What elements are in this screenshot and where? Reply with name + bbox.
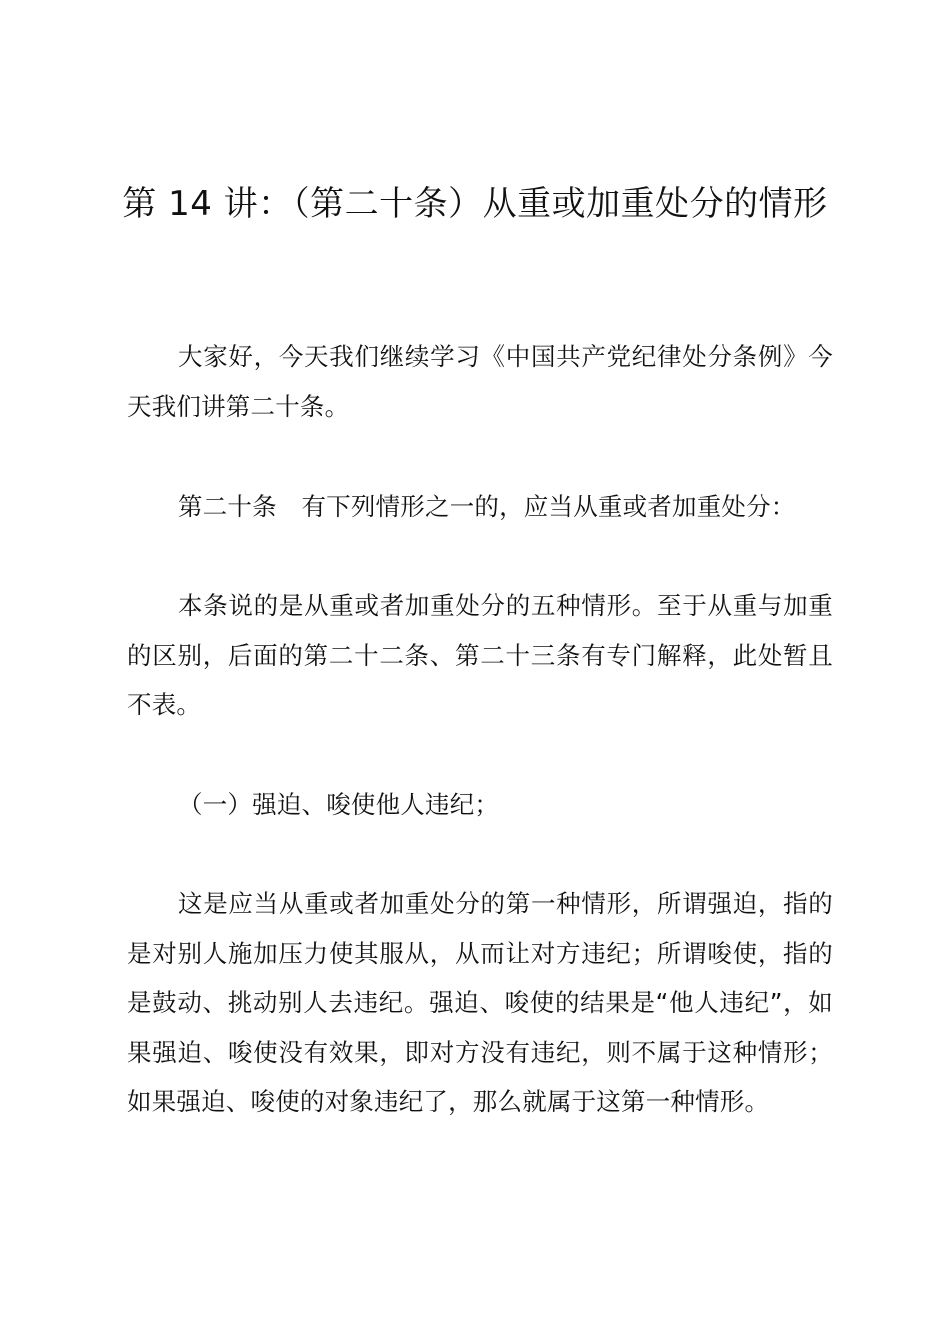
paragraph-explanation: 这是应当从重或者加重处分的第一种情形，所谓强迫，指的是对别人施加压力使其服从，从而让对方违纪；所谓唆使，指的是鼓动、挑动别人去违纪。强迫、唆使的结果是“他人违纪”，如果强迫、唆使没有效果，即对方没有违纪，则不属于这种情形；如果强迫、唆使的对象违纪了，那么就属于这第一种情形。	[127, 889, 833, 1116]
paragraph-overview: 本条说的是从重或者加重处分的五种情形。至于从重与加重的区别，后面的第二十二条、第二十三条有专门解释，此处暂且不表。	[127, 591, 833, 719]
document-title: 第 14 讲：（第二十条）从重或加重处分的情形	[122, 184, 828, 224]
paragraph-item-1: （一）强迫、唆使他人违纪；	[178, 790, 500, 819]
paragraph-article-20: 第二十条 有下列情形之一的，应当从重或者加重处分：	[178, 492, 796, 521]
paragraph-intro: 大家好，今天我们继续学习《中国共产党纪律处分条例》今天我们讲第二十条。	[127, 342, 833, 421]
